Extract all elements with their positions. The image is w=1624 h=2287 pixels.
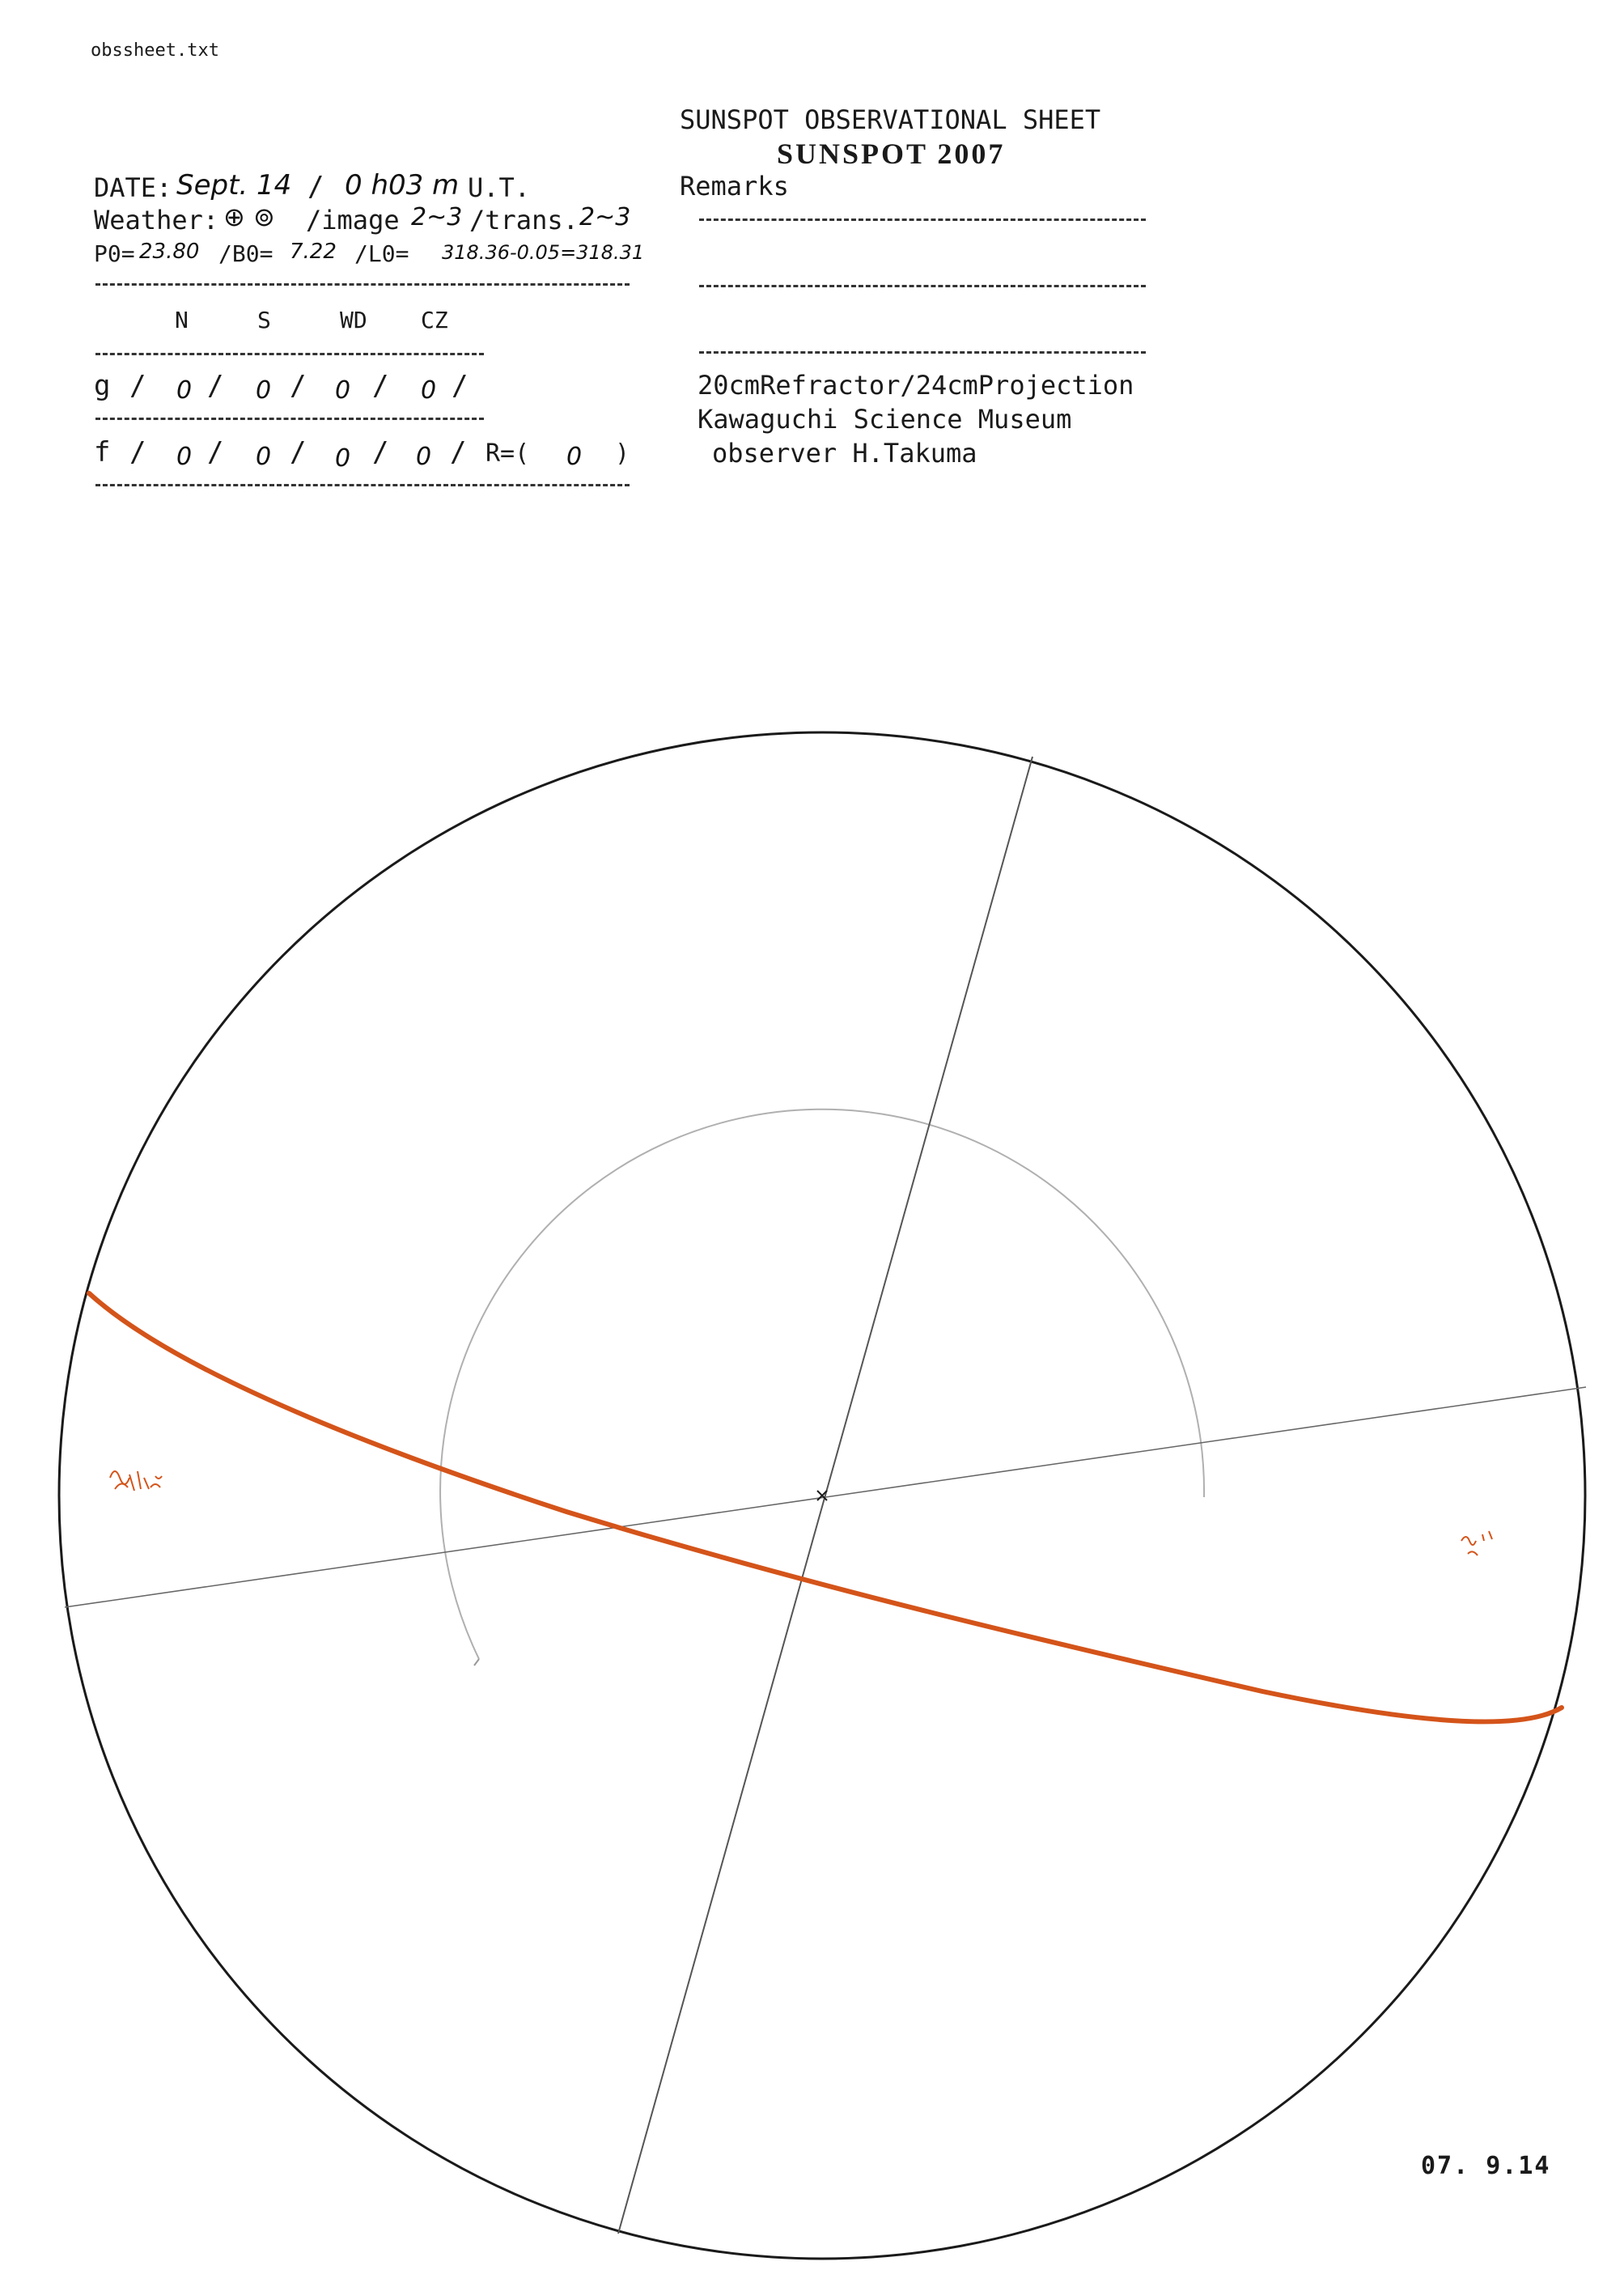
solar-equator-line [89, 1293, 1562, 1721]
observer-text: observer H.Takuma [712, 438, 977, 469]
file-name: obssheet.txt [91, 40, 219, 61]
header-s: S [257, 307, 271, 333]
r-close: ) [615, 439, 630, 468]
image-label: /image [306, 205, 400, 235]
image-value: 2~3 [411, 203, 463, 231]
header-cz: CZ [421, 307, 448, 333]
slash: / [290, 370, 307, 402]
p0-value: 23.80 [139, 240, 200, 264]
date-label: DATE: [94, 172, 172, 203]
time-value: 0 h03 m [345, 169, 460, 202]
r-value: 0 [566, 443, 583, 471]
b0-value: 7.22 [290, 240, 337, 264]
slash: / [129, 436, 146, 469]
f-row-label: f [94, 436, 111, 469]
slash: / [452, 370, 469, 402]
trans-label: /trans. [469, 205, 579, 235]
f-n-value: 0 [176, 443, 193, 471]
p0-label: P0= [94, 240, 135, 267]
slash: / [372, 370, 389, 402]
header-wd: WD [340, 307, 367, 333]
f-s-value: 0 [256, 443, 272, 471]
b0-label: /B0= [218, 240, 273, 267]
l0-value: 318.36-0.05=318.31 [442, 241, 645, 264]
f-cz-value: 0 [416, 443, 432, 471]
trans-value: 2~3 [579, 203, 631, 231]
sheet-title: SUNSPOT OBSERVATIONAL SHEET [680, 104, 1101, 135]
g-s-value: 0 [256, 376, 272, 405]
date-separator: / [307, 171, 324, 203]
r-label: R=( [486, 439, 530, 468]
slash: / [207, 436, 224, 469]
g-row-label: g [94, 370, 111, 402]
date-stamp: 07. 9.14 [1421, 2152, 1551, 2180]
g-n-value: 0 [176, 376, 193, 405]
facula-sketch-east [110, 1471, 162, 1491]
date-value: Sept. 14 [176, 169, 292, 202]
time-suffix: U.T. [468, 172, 531, 203]
header-n: N [175, 307, 189, 333]
slash: / [450, 436, 467, 469]
facula-sketch-west [1461, 1531, 1492, 1555]
location-text: Kawaguchi Science Museum [698, 404, 1072, 435]
f-wd-value: 0 [335, 444, 351, 473]
inner-circle-tick [474, 1659, 479, 1665]
g-wd-value: 0 [335, 376, 351, 405]
weather-value: ⊕ ⊚ [223, 202, 275, 232]
polar-axis-line [618, 757, 1032, 2234]
g-cz-value: 0 [421, 376, 437, 405]
sheet-subtitle: SUNSPOT 2007 [777, 138, 1006, 170]
instrument-text: 20cmRefractor/24cmProjection [698, 370, 1134, 401]
weather-label: Weather: [94, 205, 219, 235]
remarks-label: Remarks [680, 171, 789, 202]
slash: / [129, 370, 146, 402]
east-west-line [65, 1387, 1586, 1607]
slash: / [207, 370, 224, 402]
reference-inner-circle [440, 1110, 1204, 1659]
l0-label: /L0= [354, 240, 409, 267]
slash: / [290, 436, 307, 469]
slash: / [372, 436, 389, 469]
